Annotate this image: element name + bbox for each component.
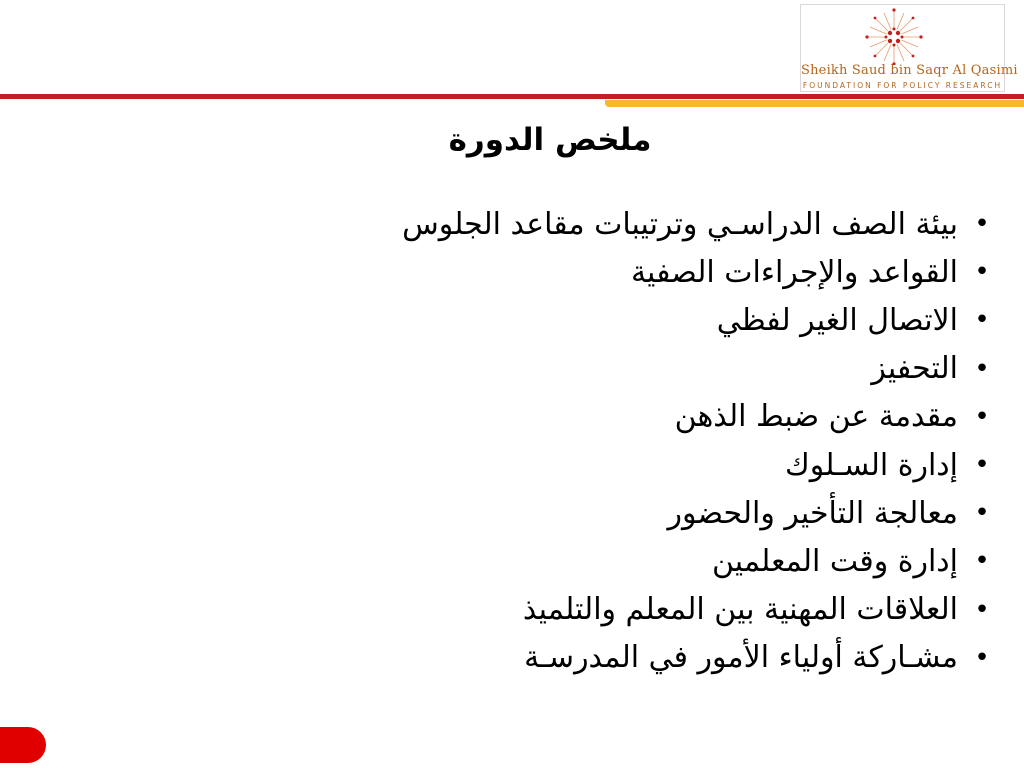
logo-name: Sheikh Saud bin Saqr Al Qasimi	[801, 63, 1018, 78]
bullet-icon: •	[974, 546, 990, 577]
header-rule-red	[0, 94, 1024, 99]
list-item	[216, 296, 1006, 344]
logo-subtitle: FOUNDATION FOR POLICY RESEARCH	[802, 81, 1003, 90]
list-item-text: الاتصال الغير لفظي	[716, 302, 958, 338]
list-item	[216, 537, 1006, 585]
bullet-icon: •	[974, 450, 990, 481]
list-item-text: التحفيز	[871, 351, 958, 387]
foundation-logo	[800, 4, 1018, 92]
corner-tab-marker	[0, 727, 46, 763]
bullet-icon: •	[974, 305, 990, 336]
list-item-text: القواعد والإجراءات الصفية	[630, 254, 958, 290]
list-item-text: العلاقات المهنية بين المعلم والتلميذ	[522, 592, 958, 628]
bullet-icon: •	[974, 353, 990, 384]
list-item-text: مقدمة عن ضبط الذهن	[674, 399, 958, 435]
bullet-icon: •	[974, 401, 990, 432]
list-item	[216, 393, 1006, 441]
bullet-icon: •	[974, 257, 990, 288]
list-item-text: مشـاركة أولياء الأمور في المدرسـة	[524, 640, 958, 676]
list-item-text: معالجة التأخير والحضور	[667, 495, 958, 531]
list-item	[216, 345, 1006, 393]
bullet-icon: •	[974, 594, 990, 625]
list-item	[216, 248, 1006, 296]
header-rule-gold	[605, 100, 1024, 107]
list-item	[216, 441, 1006, 489]
list-item-text: إدارة وقت المعلمين	[711, 543, 958, 579]
list-item	[216, 634, 1006, 682]
starburst-logo-icon	[864, 7, 924, 65]
list-item-text: إدارة السـلوك	[785, 447, 958, 483]
bullet-icon: •	[974, 642, 990, 673]
bullet-icon: •	[974, 209, 990, 240]
bullet-icon: •	[974, 498, 990, 529]
list-item	[216, 586, 1006, 634]
list-item	[216, 489, 1006, 537]
bullet-list	[216, 200, 1006, 682]
list-item	[216, 200, 1006, 248]
slide-title: ملخص الدورة	[448, 122, 652, 158]
list-item-text: بيئة الصف الدراسـي وترتيبات مقاعد الجلوس	[402, 206, 958, 242]
